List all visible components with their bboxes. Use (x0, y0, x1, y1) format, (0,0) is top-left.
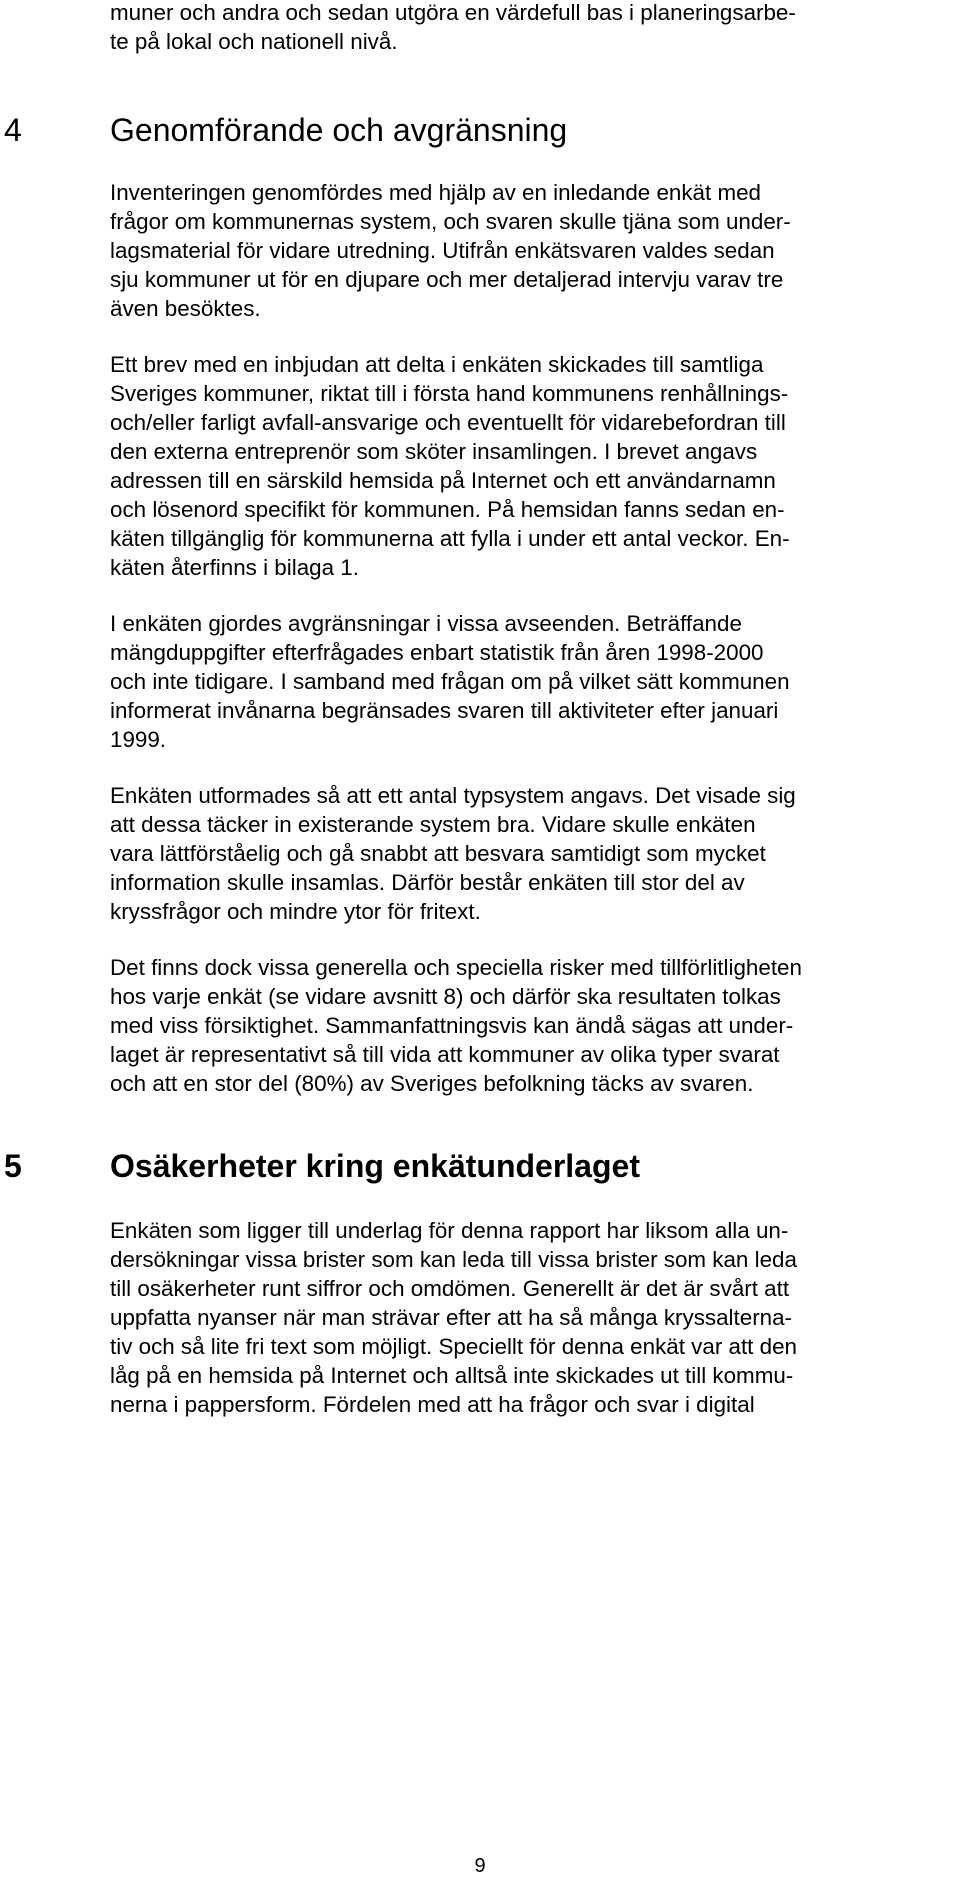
body-text-line: Sveriges kommuner, riktat till i första hand kommunens renhållnings- (110, 381, 789, 406)
body-text-line: till osäkerheter runt siffror och omdömen. Generellt är det är svårt att (110, 1276, 790, 1301)
body-text-line: informerat invånarna begränsades svaren till aktiviteter efter januari (110, 698, 779, 723)
body-text-line: information skulle insamlas. Därför består enkäten till stor del av (110, 870, 745, 895)
body-text-line: laget är representativt så till vida att kommuner av olika typer svarat (110, 1042, 780, 1067)
body-text-line: 1999. (110, 727, 167, 752)
body-text-line: den externa entreprenör som sköter insamlingen. I brevet angavs (110, 439, 758, 464)
body-text-line: te på lokal och nationell nivå. (110, 29, 398, 54)
body-text-line: adressen till en särskild hemsida på Internet och ett användarnamn (110, 468, 776, 493)
body-text-line: Enkäten som ligger till underlag för denna rapport har liksom alla un- (110, 1218, 789, 1243)
section-number: 4 (4, 112, 22, 148)
body-text-line: hos varje enkät (se vidare avsnitt 8) och därför ska resultaten tolkas (110, 984, 781, 1009)
body-text-line: nerna i pappersform. Fördelen med att ha frågor och svar i digital (110, 1392, 755, 1417)
body-text-line: vara lättförståelig och gå snabbt att besvara samtidigt som mycket (110, 841, 766, 866)
body-text-line: Ett brev med en inbjudan att delta i enkäten skickades till samtliga (110, 352, 764, 377)
body-text-line: käten tillgänglig för kommunerna att fylla i under ett antal veckor. En- (110, 526, 790, 551)
body-text-line: och lösenord specifikt för kommunen. På hemsidan fanns sedan en- (110, 497, 785, 522)
body-text-line: lagsmaterial för vidare utredning. Utifrån enkätsvaren valdes sedan (110, 238, 775, 263)
body-text-line: muner och andra och sedan utgöra en värdefull bas i planeringsarbe- (110, 0, 796, 25)
body-text-line: även besöktes. (110, 296, 261, 321)
body-text-line: med viss försiktighet. Sammanfattningsvis kan ändå sägas att under- (110, 1013, 794, 1038)
section-title: Genomförande och avgränsning (110, 112, 568, 148)
body-text-line: att dessa täcker in existerande system bra. Vidare skulle enkäten (110, 812, 756, 837)
body-text-line: och att en stor del (80%) av Sveriges befolkning täcks av svaren. (110, 1071, 754, 1096)
body-text-line: och inte tidigare. I samband med frågan om på vilket sätt kommunen (110, 669, 790, 694)
body-text-line: kryssfrågor och mindre ytor för fritext. (110, 899, 481, 924)
body-text-line: uppfatta nyanser när man strävar efter att ha så många kryssalterna- (110, 1305, 793, 1330)
body-text-line: frågor om kommunernas system, och svaren skulle tjäna som under- (110, 209, 791, 234)
body-text-line: I enkäten gjordes avgränsningar i vissa avseenden. Beträffande (110, 611, 742, 636)
body-text-line: Enkäten utformades så att ett antal typsystem angavs. Det visade sig (110, 783, 796, 808)
body-text-line: dersökningar vissa brister som kan leda till vissa brister som kan leda (110, 1247, 797, 1272)
body-text-line: tiv och så lite fri text som möjligt. Speciellt för denna enkät var att den (110, 1334, 797, 1359)
section-title: Osäkerheter kring enkätunderlaget (110, 1148, 640, 1184)
section-number: 5 (4, 1148, 22, 1184)
body-text-line: mängduppgifter efterfrågades enbart statistik från åren 1998-2000 (110, 640, 764, 665)
body-text-line: sju kommuner ut för en djupare och mer detaljerad intervju varav tre (110, 267, 784, 292)
page-number: 9 (474, 1855, 486, 1877)
body-text-line: och/eller farligt avfall-ansvarige och eventuellt för vidarebefordran till (110, 410, 786, 435)
body-text-line: Det finns dock vissa generella och speciella risker med tillförlitligheten (110, 955, 802, 980)
body-text-line: Inventeringen genomfördes med hjälp av en inledande enkät med (110, 180, 762, 205)
body-text-line: käten återfinns i bilaga 1. (110, 555, 359, 580)
body-text-line: låg på en hemsida på Internet och alltså inte skickades ut till kommu- (110, 1363, 794, 1388)
